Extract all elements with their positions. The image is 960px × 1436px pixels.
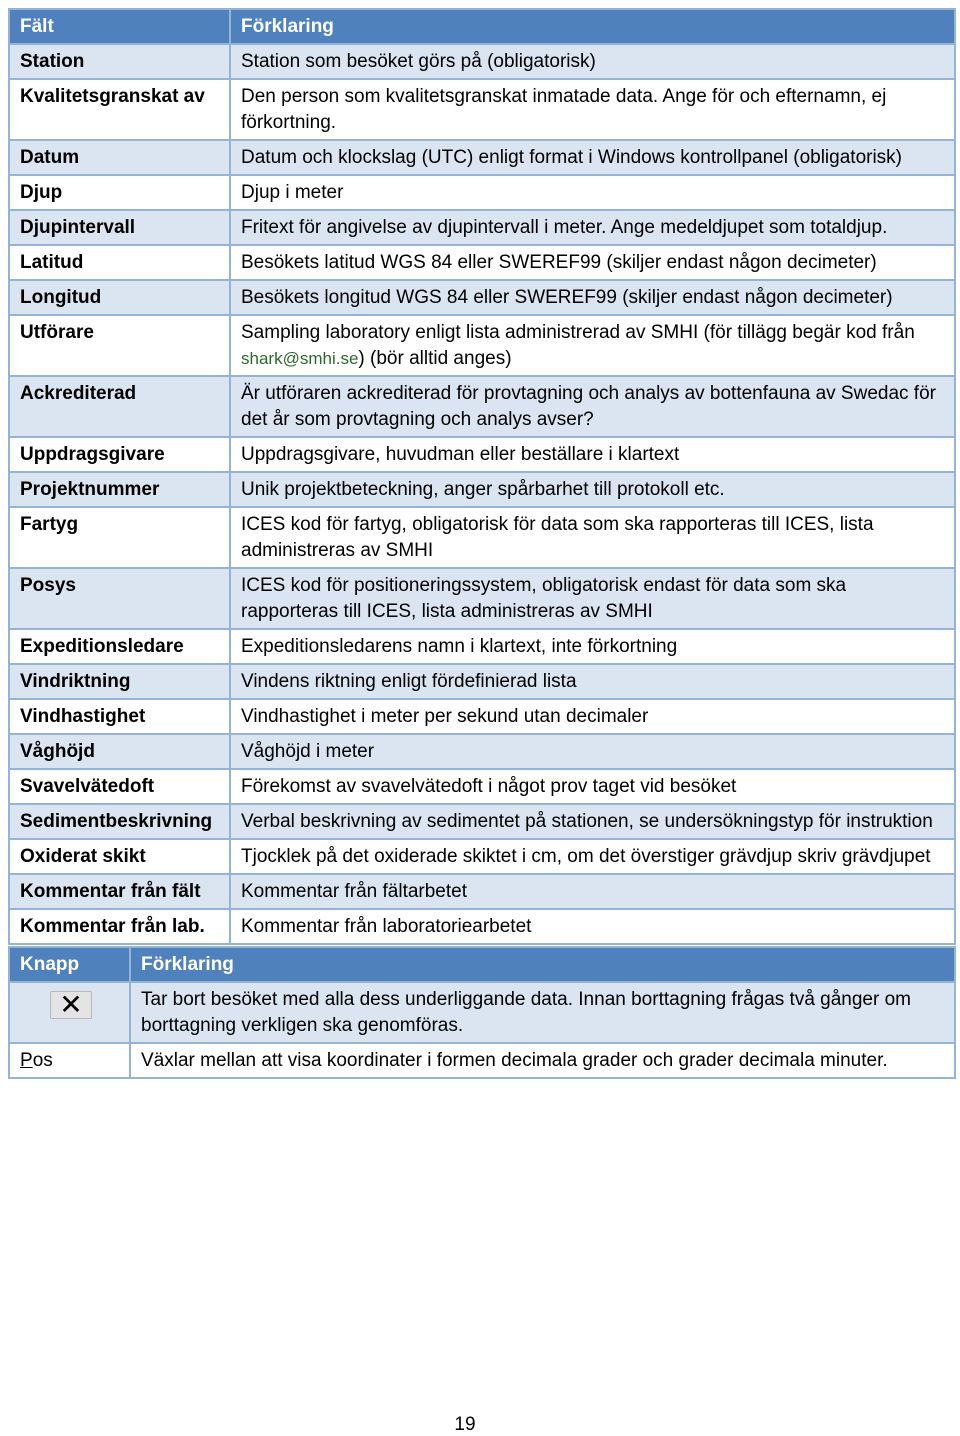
table-row [9, 210, 955, 245]
table-row [9, 280, 955, 315]
field-explanation: Unik projektbeteckning, anger spårbarhet till protokoll etc. [230, 472, 955, 507]
field-name: Expeditionsledare [9, 629, 230, 664]
field-name: Utförare [9, 315, 230, 376]
header-explanation: Förklaring [230, 9, 955, 44]
field-name: Våghöjd [9, 734, 230, 769]
field-name: Vindhastighet [9, 699, 230, 734]
field-explanation: Vindhastighet i meter per sekund utan decimaler [230, 699, 955, 734]
field-explanation: Fritext för angivelse av djupintervall i meter. Ange medeldjupet som totaldjup. [230, 210, 955, 245]
button-explanation: Tar bort besöket med alla dess underliggande data. Innan borttagning frågas två gånger om borttagning verkligen ska genomföras. [130, 982, 955, 1043]
header-explanation: Förklaring [130, 947, 955, 982]
field-name: Kommentar från lab. [9, 909, 230, 944]
field-explanation: Datum och klockslag (UTC) enligt format i Windows kontrollpanel (obligatorisk) [230, 140, 955, 175]
table-row [9, 1043, 955, 1078]
field-name: Posys [9, 568, 230, 629]
table-row [9, 44, 955, 79]
field-explanation: Kommentar från laboratoriearbetet [230, 909, 955, 944]
table-row [9, 568, 955, 629]
header-field: Fält [9, 9, 230, 44]
button-cell [9, 982, 130, 1043]
fields-table [8, 8, 956, 945]
field-explanation: Är utföraren ackrediterad för provtagning och analys av bottenfauna av Swedac för det år som provtagning och analys avser? [230, 376, 955, 437]
table-row [9, 734, 955, 769]
page-number: 19 [454, 1414, 476, 1435]
pos-button-label [20, 1050, 53, 1071]
field-explanation: Verbal beskrivning av sedimentet på stationen, se undersökningstyp för instruktion [230, 804, 955, 839]
explanation-text: ) (bör alltid anges) [358, 348, 512, 369]
field-name: Projektnummer [9, 472, 230, 507]
field-name: Longitud [9, 280, 230, 315]
table-row [9, 472, 955, 507]
table-row [9, 140, 955, 175]
table-row [9, 909, 955, 944]
table-row [9, 982, 955, 1043]
field-explanation: Tjocklek på det oxiderade skiktet i cm, om det överstiger grävdjup skriv grävdjupet [230, 839, 955, 874]
field-name: Datum [9, 140, 230, 175]
delete-x-icon: ✕ [50, 991, 92, 1019]
header-button: Knapp [9, 947, 130, 982]
field-explanation: ICES kod för positioneringssystem, obligatorisk endast för data som ska rapporteras till ICES, lista administreras av SMHI [230, 568, 955, 629]
field-explanation: Besökets longitud WGS 84 eller SWEREF99 (skiljer endast någon decimeter) [230, 280, 955, 315]
field-name: Djup [9, 175, 230, 210]
table-row [9, 699, 955, 734]
field-name: Svavelvätedoft [9, 769, 230, 804]
field-explanation: Besökets latitud WGS 84 eller SWEREF99 (skiljer endast någon decimeter) [230, 245, 955, 280]
table-row [9, 804, 955, 839]
pos-accelerator-key: P [20, 1050, 33, 1071]
field-name: Latitud [9, 245, 230, 280]
table-row [9, 437, 955, 472]
table-row [9, 629, 955, 664]
field-name: Sedimentbeskrivning [9, 804, 230, 839]
field-explanation: Djup i meter [230, 175, 955, 210]
field-name: Fartyg [9, 507, 230, 568]
field-explanation [230, 315, 955, 376]
table-row [9, 175, 955, 210]
field-explanation: ICES kod för fartyg, obligatorisk för data som ska rapporteras till ICES, lista administreras av SMHI [230, 507, 955, 568]
field-name: Djupintervall [9, 210, 230, 245]
table-row [9, 507, 955, 568]
field-name: Kvalitetsgranskat av [9, 79, 230, 140]
table-row [9, 839, 955, 874]
fields-table-header [9, 9, 955, 44]
table-row [9, 79, 955, 140]
pos-label-rest: os [32, 1050, 53, 1071]
table-row [9, 376, 955, 437]
field-explanation: Station som besöket görs på (obligatorisk) [230, 44, 955, 79]
table-row [9, 874, 955, 909]
table-row [9, 769, 955, 804]
field-explanation: Expeditionsledarens namn i klartext, inte förkortning [230, 629, 955, 664]
button-cell [9, 1043, 130, 1078]
field-explanation: Våghöjd i meter [230, 734, 955, 769]
field-name: Station [9, 44, 230, 79]
buttons-table [8, 946, 956, 1079]
field-explanation: Vindens riktning enligt fördefinierad lista [230, 664, 955, 699]
field-name: Kommentar från fält [9, 874, 230, 909]
field-explanation: Förekomst av svavelvätedoft i något prov taget vid besöket [230, 769, 955, 804]
explanation-text: Sampling laboratory enligt lista administrerad av SMHI (för tillägg begär kod från [241, 322, 915, 343]
table-row [9, 664, 955, 699]
field-explanation: Kommentar från fältarbetet [230, 874, 955, 909]
field-name: Uppdragsgivare [9, 437, 230, 472]
buttons-table-header [9, 947, 955, 982]
field-name: Oxiderat skikt [9, 839, 230, 874]
field-explanation: Uppdragsgivare, huvudman eller beställare i klartext [230, 437, 955, 472]
button-explanation: Växlar mellan att visa koordinater i formen decimala grader och grader decimala minuter. [130, 1043, 955, 1078]
table-row [9, 315, 955, 376]
field-name: Vindriktning [9, 664, 230, 699]
field-explanation: Den person som kvalitetsgranskat inmatade data. Ange för och efternamn, ej förkortning. [230, 79, 955, 140]
field-name: Ackrediterad [9, 376, 230, 437]
email-link[interactable]: shark@smhi.se [241, 349, 359, 368]
table-row [9, 245, 955, 280]
